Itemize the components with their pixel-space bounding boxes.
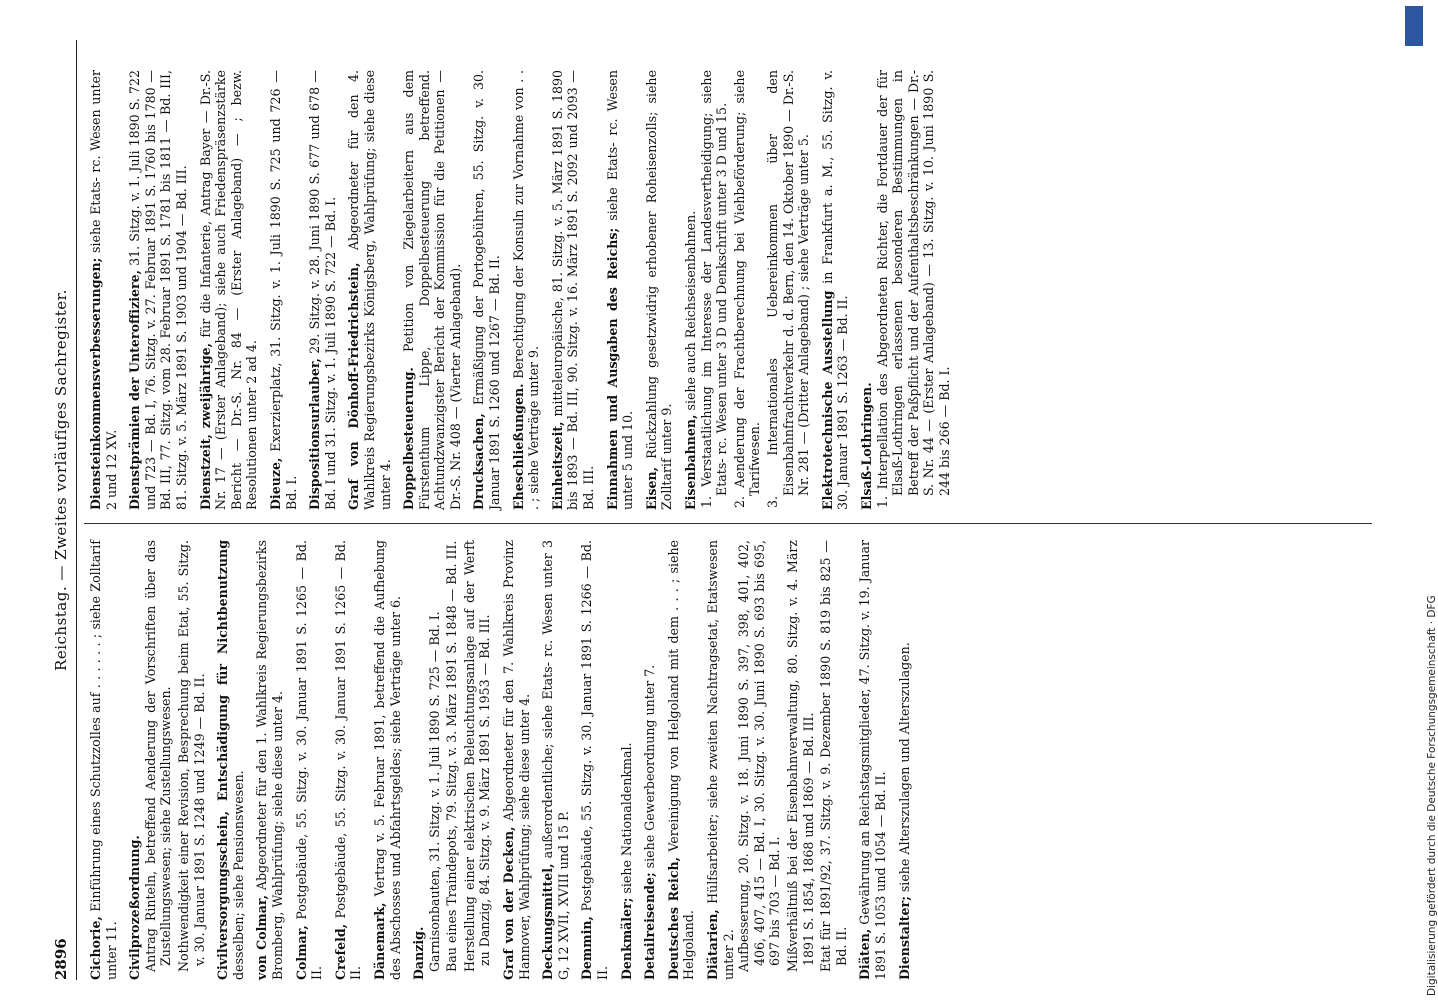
- entry-keyword: von Colmar,: [254, 895, 270, 980]
- index-entry: [268, 70, 299, 510]
- index-entry: [401, 70, 463, 510]
- entry-keyword: Einheitszeit,: [549, 421, 565, 510]
- index-entry: [198, 70, 260, 510]
- entry-keyword: Detailreisende;: [642, 872, 658, 980]
- entry-subitem: Etat für 1891/92, 37. Sitzg. v. 9. Dezember 1890 S. 819 bis 825 — Bd. II.: [818, 540, 849, 972]
- entry-keyword: Doppelbesteuerung.: [401, 367, 417, 510]
- entry-text: Vertrag v. 5. Februar 1891, betreffend die Aufhebung des Abschosses und Abfahrtsgeldes; siehe Verträge unter 6.: [371, 540, 403, 980]
- index-entry: [215, 540, 246, 980]
- index-entry: [88, 540, 119, 980]
- index-entry: [346, 70, 393, 510]
- index-entry: [294, 540, 325, 980]
- entry-text: Ermäßigung der Portogebühren, 55. Sitzg. v. 30. Januar 1891 S. 1260 und 1267 — Bd. II.: [471, 70, 503, 510]
- entry-keyword: Graf von der Decken,: [501, 826, 517, 980]
- entry-keyword: Cichorie,: [88, 916, 103, 980]
- index-entry: [333, 540, 364, 980]
- index-entry: [127, 70, 189, 510]
- index-entry: [859, 70, 953, 510]
- entry-keyword: Dienstalter;: [896, 896, 912, 980]
- entry-text: Vereinigung von Helgoland mit dem . . . ; siehe Helgoland.: [665, 539, 697, 980]
- entry-keyword: Colmar,: [293, 925, 309, 980]
- entry-keyword: Diäten,: [857, 928, 873, 980]
- index-entry: [644, 70, 675, 510]
- entry-keyword: Deckungsmittel,: [540, 863, 556, 980]
- left-column: [88, 540, 1372, 980]
- entry-numbered-item: 3. Internationales Uebereinkommen über den Eisenbahnfrachtverkehr d. d. Bern, den 14. Oktober 1890 — Dr.-S. Nr. 281 — (Dritter Anlageband) ; siehe Verträge unter 5.: [764, 70, 812, 508]
- index-entry: [619, 540, 635, 980]
- header-rule: [76, 40, 77, 980]
- entry-text: Berechtigung der Konsuln zur Vornahme von . . . ; siehe Verträge unter 9.: [510, 70, 542, 510]
- index-entry: [511, 70, 542, 510]
- entry-keyword: Einnahmen und Ausgaben des Reichs;: [604, 227, 620, 510]
- entry-keyword: Diätarien,: [705, 909, 720, 980]
- index-entry: [372, 540, 403, 980]
- entry-text: Abgeordneter für den 4. Wahlkreis Regierungsbezirks Königsberg, Wahlprüfung; siehe diese unter 4.: [346, 70, 393, 510]
- page-number: 2896: [52, 938, 70, 980]
- index-entry: [307, 70, 338, 510]
- entry-keyword: Eisen,: [643, 466, 659, 510]
- index-entry: [540, 540, 571, 980]
- index-entry: [897, 540, 913, 980]
- entry-text: für die Infanterie, Antrag Bayer — Dr.-S. Nr. 17 — (Erster Anlageband); siehe auch Friedenspräsenzstärke Bericht — Dr.-S. Nr. 84 — (Erster Anlageband) — ; bezw. Resolutionen unter 2 ad 4.: [197, 70, 260, 510]
- entry-text: siehe Etats- rc. Wesen unter 5 und 10.: [604, 70, 636, 510]
- index-entry: [88, 70, 119, 510]
- entry-text: Abgeordneter für den 1. Wahlkreis Regierungsbezirks Bromberg, Wahlprüfung; siehe diese unter 4.: [254, 539, 285, 980]
- entry-subitem: Aufbesserung, 20. Sitzg. v. 18. Juni 1890 S. 397, 398, 401, 402, 406, 407, 415 — Bd. I, 30. Sitzg. v. 30. Juni 1890 S. 693 bis 695, 697 bis 703 — Bd. I.: [736, 540, 783, 972]
- entry-text: siehe auch Reichseisenbahnen.: [683, 210, 698, 415]
- entry-numbered-item: 2. Aenderung der Frachtberechnung bei Viehbeförderung; siehe Tarifwesen.: [731, 70, 763, 508]
- column-divider: [84, 523, 1372, 524]
- entry-keyword: Dienstzeit, zweijährige,: [197, 342, 213, 510]
- entry-keyword: Deutsches Reich,: [665, 856, 681, 980]
- entry-keyword: Eisenbahnen,: [683, 414, 698, 510]
- entry-keyword: Dispositionsurlauber,: [307, 358, 323, 510]
- entry-keyword: Diensteinkommensverbesserungen;: [88, 257, 103, 510]
- entry-subitem: Mißverhältniß bei der Eisenbahnverwaltung, 80. Sitzg. v. 4. März 1891 S. 1854, 1868 und 1869 — Bd. III.: [784, 540, 816, 972]
- index-entry: [501, 540, 532, 980]
- entry-text: siehe Nationaldenkmal.: [618, 742, 634, 898]
- entry-keyword: Crefeld,: [332, 923, 348, 980]
- entry-numbered-item: 1. Verstaatlichung im Interesse der Landesvertheidigung; siehe Etats- rc. Wesen unter 3 D und Denkschrift unter 3 D und 15.: [698, 70, 730, 508]
- entry-text: Gewährung an Reichstagsmitglieder, 47. Sitzg. v. 19. Januar 1891 S. 1053 und 1054 — Bd. II.: [857, 540, 888, 980]
- index-entry: [471, 70, 502, 510]
- entry-keyword: Drucksachen,: [471, 413, 487, 510]
- entry-text: 31. Sitzg. v. 1. Juli 1890 S. 722 und 723 — Bd. I, 76. Sitzg. v. 27. Februar 1891 S. 1760 bis 1780 — Bd. III, 77. Sitzg. vom 28. Februar 1891 S. 1781 bis 1811 — Bd. III, 81. Sitzg. v. 5. März 1891 S. 1903 und 1904 — Bd. III.: [127, 70, 189, 510]
- page-title: Reichstag. — Zweites vorläufiges Sachregister.: [52, 289, 70, 671]
- dfg-logo-badge: [1405, 6, 1423, 46]
- entry-text: Abgeordneter für den 7. Wahlkreis Provinz Hannover, Wahlprüfung; siehe diese unter 4.: [501, 540, 532, 980]
- entry-keyword: Dänemark,: [371, 902, 387, 980]
- entry-keyword: Denkmäler;: [618, 897, 634, 980]
- index-entry: [820, 70, 851, 510]
- entry-text: Postgebäude, 55. Sitzg. v. 30. Januar 1891 S. 1265 — Bd. II.: [332, 540, 364, 980]
- entry-subitem: Garnisonbauten, 31. Sitzg. v. 1. Juli 1890 S. 725 — Bd. I.: [426, 611, 442, 972]
- entry-subitem: Herstellung einer elektrischen Beleuchtungsanlage auf der Werft zu Danzig, 84. Sitzg. v. 9. März 1891 S. 1953 — Bd. III.: [461, 540, 493, 972]
- entry-text: Exerzierplatz, 31. Sitzg. v. 1. Juli 1890 S. 725 und 726 — Bd. I.: [267, 70, 299, 510]
- entry-keyword: Graf von Dönhoff-Friedrichstein,: [346, 262, 362, 510]
- index-entry: [642, 540, 658, 980]
- entry-text: Postgebäude, 55. Sitzg. v. 30. Januar 1891 S. 1266 — Bd. II.: [579, 540, 611, 980]
- index-entry: [411, 540, 493, 980]
- index-entry: [705, 540, 849, 980]
- entry-text: siehe Gewerbeordnung unter 7.: [642, 664, 658, 873]
- entry-keyword: Elektrotechnische Ausstellung: [819, 290, 835, 510]
- entry-text: 29. Sitzg. v. 28. Juni 1890 S. 677 und 678 — Bd. I und 31. Sitzg. v. 1. Juli 1890 S. 722 — Bd. I.: [307, 70, 338, 510]
- index-entry: [254, 540, 285, 980]
- entry-subitem: Antrag Rinteln, betreffend Aenderung der Vorschriften über das Zustellungswesen; siehe Zustellungswesen.: [142, 540, 174, 972]
- entry-text: Rückzahlung gesetzwidrig erhobener Roheisenzolls; siehe Zolltarif unter 9.: [643, 70, 675, 510]
- entry-text: Postgebäude, 55. Sitzg. v. 30. Januar 1891 S. 1265 — Bd. II.: [293, 540, 325, 980]
- index-entry: [550, 70, 597, 510]
- index-entry: [579, 540, 610, 980]
- entry-text: siehe Etats- rc. Wesen unter 2 und 12 XV.: [88, 70, 119, 510]
- entry-text: Petition von Ziegelarbeitern aus dem Fürstenthum Lippe, Doppelbesteuerung betreffend. Achtundzwanzigster Bericht der Kommission für die Petitionen — Dr.-S. Nr. 408 — (Vierter Anlageband).: [401, 70, 463, 510]
- entry-subitem: Bau eines Traindepots, 79. Sitzg. v. 3. März 1891 S. 1848 — Bd. III.: [444, 540, 460, 972]
- rotated-page: [50, 20, 1380, 980]
- entry-text: Einführung eines Schutzzolles auf . . . . . . ; siehe Zolltarif unter 11.: [88, 540, 119, 980]
- entry-subitem: Nothwendigkeit einer Revision, Besprechung beim Etat, 55. Sitzg. v. 30. Januar 1891 S. 1248 und 1249 — Bd. II.: [175, 540, 207, 972]
- entry-keyword: Dienstprämien der Unteroffiziere,: [127, 269, 143, 510]
- entry-text: desselben; siehe Pensionswesen.: [230, 770, 246, 980]
- index-entry: [127, 540, 207, 980]
- entry-text: Hülfsarbeiter; siehe zweiten Nachtragsetat, Etatswesen unter 2.: [705, 540, 736, 980]
- index-entry: [857, 540, 888, 980]
- entry-keyword: Civilversorgungsschein, Entschädigung für Nichtbenutzung: [215, 540, 231, 980]
- index-entry: [683, 70, 812, 510]
- entry-keyword: Elsaß-Lothringen.: [858, 382, 874, 510]
- digitization-note: [1404, 0, 1438, 1000]
- entry-text: mitteleuropäische, 81. Sitzg. v. 5. März 1891 S. 1890 bis 1893 — Bd. III, 90. Sitzg. v. 16. März 1891 S. 2092 und 2093 — Bd. III.: [549, 70, 597, 510]
- index-entry: [605, 70, 636, 510]
- entry-text: außerordentliche; siehe Etats- rc. Wesen unter 3 G, 12 XVII, XVIII und 15 P.: [540, 540, 571, 980]
- entry-keyword: Demmin,: [579, 916, 595, 980]
- entry-keyword: Danzig.: [411, 926, 427, 980]
- right-column: [88, 70, 1372, 510]
- entry-text: siehe Alterszulagen und Alterszulagen.: [896, 642, 912, 897]
- entry-keyword: Eheschließungen.: [510, 383, 526, 510]
- entry-numbered-item: 1. Interpellation des Abgeordneten Richter, die Fortdauer der für Elsaß-Lothringen erlassenen besonderen Bestimmungen in Betreff der Paßpflicht und der Aufenthaltsbeschränkungen — Dr.-S. Nr. 44 — (Erster Anlageband) — 13. Sitzg. v. 10. Juni 1890 S. 244 bis 266 — Bd. I.: [874, 70, 952, 508]
- digitization-note-text: Digitalisierung gefördert durch die Deutsche Forschungsgemeinschaft · DFG: [1426, 595, 1438, 996]
- entry-keyword: Dieuze,: [267, 457, 283, 510]
- entry-text: in Frankfurt a. M., 55. Sitzg. v. 30. Januar 1891 S. 1263 — Bd. II.: [819, 70, 851, 510]
- index-entry: [666, 540, 697, 980]
- entry-keyword: Civilprozeßordnung.: [127, 835, 143, 980]
